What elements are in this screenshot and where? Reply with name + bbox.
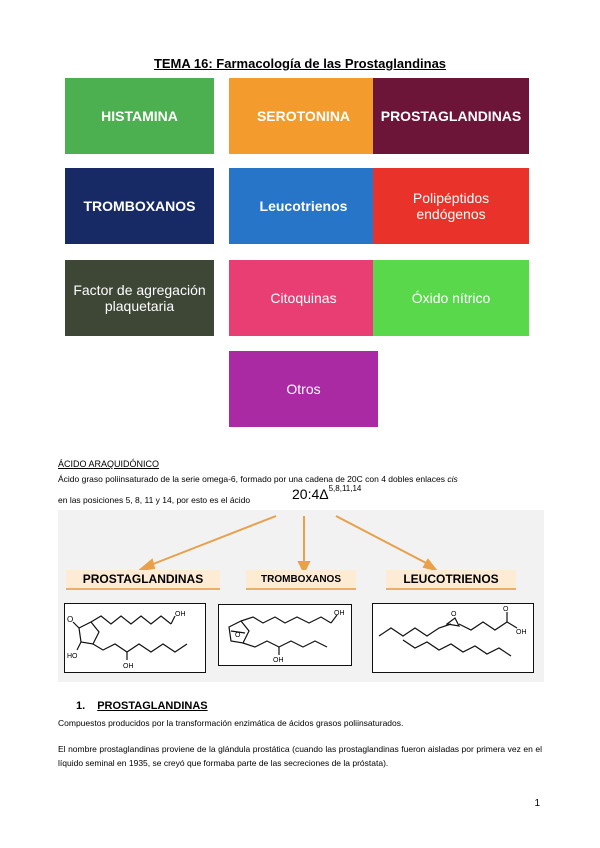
section-heading: 1. PROSTAGLANDINAS [76,700,208,712]
svg-text:HO: HO [67,653,78,660]
tile-factor-agregacion: Factor de agregación plaquetaria [65,260,214,336]
svg-text:OH: OH [516,629,527,636]
section-paragraph-1: Compuestos producidos por la transformación enzimática de ácidos grasos poliinsaturados. [58,718,404,728]
section-paragraph-2: El nombre prostaglandinas proviene de la glándula prostática (cuando las prostaglandinas fueron aisladas por primera vez en el líquido seminal en 1935, se creyó que formaba parte de las secreciones de la próstata). [58,744,542,768]
leukotriene-molecule-icon [373,604,532,671]
svg-text:O: O [451,611,457,618]
pathway-diagram [58,510,544,682]
svg-text:O: O [235,632,241,639]
tile-histamina: HISTAMINA [65,78,214,154]
svg-text:OH: OH [175,611,186,618]
tile-serotonina: SEROTONINA [229,78,378,154]
tile-otros: Otros [229,351,378,427]
acido-line1: Ácido graso poliinsaturado de la serie omega-6, formado por una cadena de 20C con 4 dobles enlaces cis [58,474,458,484]
thromboxane-molecule-icon [219,605,350,664]
tile-polipeptidos: Polipéptidos endógenos [373,168,529,244]
tile-citoquinas: Citoquinas [229,260,378,336]
page-number: 1 [534,798,540,809]
svg-text:OH: OH [334,610,345,617]
svg-text:O: O [67,615,74,624]
acido-heading: ÁCIDO ARAQUIDÓNICO [58,459,160,469]
tile-oxido-nitrico: Óxido nítrico [373,260,529,336]
prostaglandin-molecule-icon [65,604,204,671]
svg-text:OH: OH [273,657,284,664]
acido-line2: en las posiciones 5, 8, 11 y 14, por esto es el ácido [58,495,251,505]
thromboxane-structure [218,604,352,666]
page-title: TEMA 16: Farmacología de las Prostaglandinas [153,56,447,71]
tile-prostaglandinas: PROSTAGLANDINAS [373,78,529,154]
acido-formula: $20:4\Delta^{5,8,11,14}$ [292,484,362,502]
tile-tromboxanos: TROMBOXANOS [65,168,214,244]
tile-leucotrienos: Leucotrienos [229,168,378,244]
svg-text:O: O [503,606,509,613]
label-tromboxanos: TROMBOXANOS [246,570,356,590]
label-prostaglandinas: PROSTAGLANDINAS [66,570,220,590]
prostaglandin-structure [64,603,206,673]
label-leucotrienos: LEUCOTRIENOS [386,570,516,590]
leukotriene-structure [372,603,534,673]
svg-text:OH: OH [123,663,134,670]
